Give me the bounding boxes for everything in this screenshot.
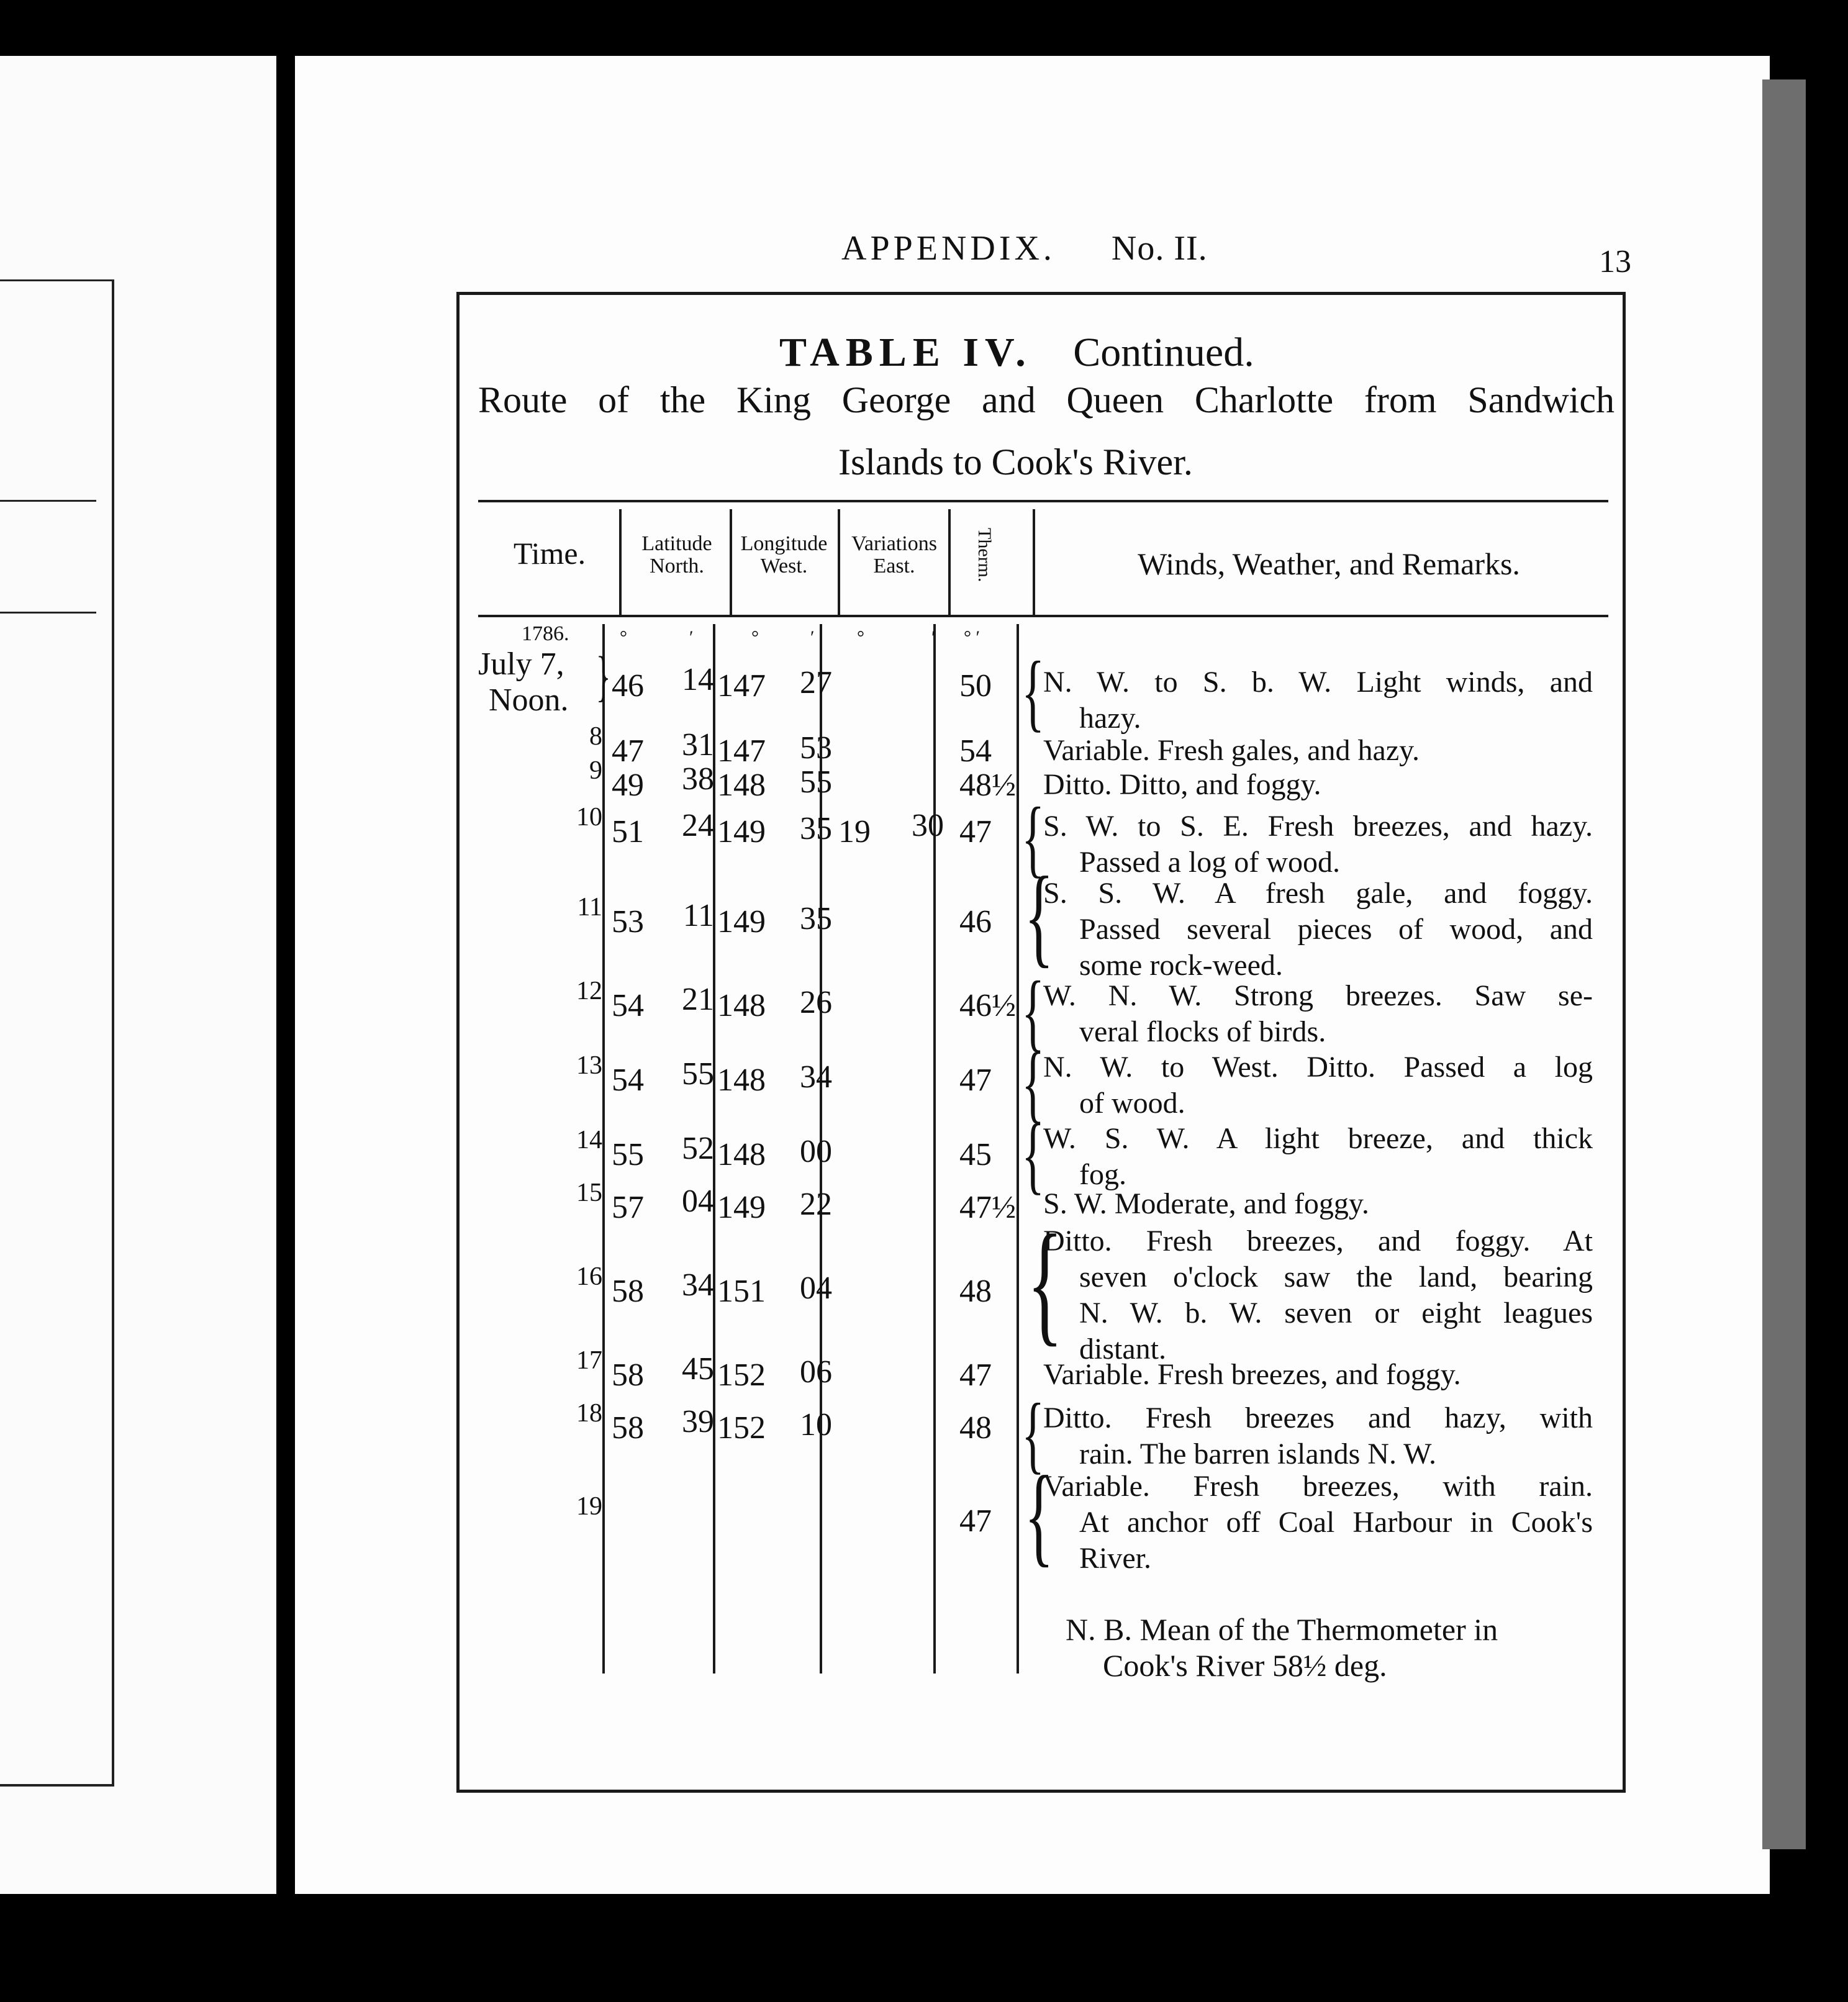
cell-lat-min: 11 bbox=[682, 898, 714, 933]
cell-day: 16 bbox=[576, 1262, 602, 1291]
cell-therm: 48 bbox=[959, 1410, 992, 1446]
column-rule bbox=[1033, 509, 1035, 615]
column-rule bbox=[730, 509, 732, 615]
remark-line: N. W. to West. Ditto. Passed a log bbox=[1043, 1051, 1593, 1084]
unit-lat-deg: ° bbox=[620, 627, 627, 648]
cell-lon-min: 53 bbox=[800, 730, 832, 766]
cell-lon-min: 34 bbox=[800, 1059, 832, 1095]
cell-lat-deg: 53 bbox=[612, 904, 644, 940]
cell-lat-min: 39 bbox=[682, 1404, 714, 1439]
cell-therm: 54 bbox=[959, 733, 992, 769]
cell-lon-min: 00 bbox=[800, 1134, 832, 1169]
cell-therm: 47½ bbox=[959, 1190, 1016, 1225]
cell-therm: 45 bbox=[959, 1137, 992, 1172]
cell-lat-min: 45 bbox=[682, 1351, 714, 1387]
cell-therm: 50 bbox=[959, 668, 992, 704]
column-rule bbox=[619, 509, 622, 615]
column-rule bbox=[602, 624, 605, 1674]
year: 1786. bbox=[522, 622, 569, 645]
cell-lat-min: 55 bbox=[682, 1056, 714, 1092]
cell-lat-deg: 58 bbox=[612, 1410, 644, 1446]
cell-lon-min: 27 bbox=[800, 665, 832, 700]
remark-line: N. W. b. W. seven or eight leagues bbox=[1079, 1297, 1593, 1329]
cell-lon-min: 10 bbox=[800, 1407, 832, 1443]
cell-lat-min: 52 bbox=[682, 1131, 714, 1166]
cell-therm: 47 bbox=[959, 1062, 992, 1098]
cell-lat-deg: 47 bbox=[612, 733, 644, 769]
cell-lat-deg: 58 bbox=[612, 1357, 644, 1393]
remark-line: of wood. bbox=[1079, 1087, 1185, 1120]
remark-line: Ditto. Fresh breezes, and foggy. At bbox=[1043, 1225, 1593, 1257]
cell-lon-min: 06 bbox=[800, 1354, 832, 1390]
note-line1: N. B. Mean of the Thermometer in bbox=[1066, 1612, 1498, 1647]
time-brace: } bbox=[596, 646, 611, 707]
cell-lon-min: 22 bbox=[800, 1187, 832, 1222]
remark bbox=[1043, 1186, 1593, 1222]
unit-lon-min: ′ bbox=[810, 627, 815, 648]
unit-therm: ° ′ bbox=[964, 627, 981, 648]
cell-lon-deg: 149 bbox=[717, 904, 766, 940]
cell-therm: 47 bbox=[959, 1503, 992, 1539]
cell-day: 13 bbox=[576, 1051, 602, 1080]
cell-lat-deg: 55 bbox=[612, 1137, 644, 1172]
column-rule bbox=[1017, 624, 1019, 1674]
header-remarks: Winds, Weather, and Remarks. bbox=[1138, 546, 1520, 581]
remark bbox=[1043, 1049, 1593, 1121]
remark-line: Passed a log of wood. bbox=[1079, 846, 1340, 879]
running-head-number: No. II. bbox=[1111, 229, 1208, 268]
cell-day: 14 bbox=[576, 1126, 602, 1154]
header-longitude: Longitude West. bbox=[740, 532, 828, 578]
remark-line: Variable. Fresh breezes, with rain. bbox=[1043, 1470, 1593, 1503]
running-head bbox=[841, 229, 1208, 268]
cell-therm: 46 bbox=[959, 904, 992, 940]
cell-lat-deg: 51 bbox=[612, 814, 644, 849]
cell-lon-min: 04 bbox=[800, 1270, 832, 1306]
cell-var-min: 30 bbox=[912, 808, 944, 843]
column-rule bbox=[933, 624, 936, 1674]
remark-line: N. W. to S. b. W. Light winds, and bbox=[1043, 666, 1593, 699]
header-latitude: Latitude North. bbox=[641, 532, 712, 578]
cell-lon-min: 35 bbox=[800, 901, 832, 936]
remark bbox=[1043, 664, 1593, 736]
remark-line: S. S. W. A fresh gale, and foggy. bbox=[1043, 877, 1593, 910]
cell-lat-deg: 46 bbox=[612, 668, 644, 704]
remark-line: S. W. Moderate, and foggy. bbox=[1043, 1187, 1369, 1220]
left-page-rule bbox=[0, 612, 96, 614]
note bbox=[1066, 1611, 1498, 1683]
unit-lat-min: ′ bbox=[689, 627, 694, 648]
cell-lon-deg: 149 bbox=[717, 1190, 766, 1225]
left-page-rule bbox=[0, 500, 96, 502]
cell-therm: 47 bbox=[959, 814, 992, 849]
cell-lat-min: 14 bbox=[682, 662, 714, 697]
remark-line: veral flocks of birds. bbox=[1079, 1015, 1326, 1048]
remark-brace: { bbox=[1021, 1035, 1045, 1131]
cell-lat-deg: 54 bbox=[612, 1062, 644, 1098]
cell-lon-deg: 151 bbox=[717, 1274, 766, 1309]
cell-lon-min: 35 bbox=[800, 811, 832, 846]
unit-var-min: ′ bbox=[931, 627, 936, 648]
remark-line: Ditto. Fresh breezes and hazy, with bbox=[1043, 1402, 1593, 1434]
cell-day: 17 bbox=[576, 1346, 602, 1375]
remark-line: W. S. W. A light breeze, and thick bbox=[1043, 1122, 1593, 1155]
remark bbox=[1043, 1469, 1593, 1577]
table-title-label: TABLE IV. bbox=[779, 330, 1032, 375]
cell-therm: 46½ bbox=[959, 988, 1016, 1023]
cell-day: 15 bbox=[576, 1179, 602, 1207]
remark-line: W. N. W. Strong breezes. Saw se- bbox=[1043, 979, 1593, 1012]
cell-lon-deg: 148 bbox=[717, 988, 766, 1023]
cell-lat-deg: 58 bbox=[612, 1274, 644, 1309]
remark-line: At anchor off Coal Harbour in Cook's bbox=[1079, 1506, 1593, 1539]
unit-var-deg: ° bbox=[857, 627, 864, 648]
cell-therm: 47 bbox=[959, 1357, 992, 1393]
cell-day: 11 bbox=[577, 893, 602, 922]
remark-brace: { bbox=[1021, 964, 1045, 1060]
unit-lon-deg: ° bbox=[751, 627, 759, 648]
remark-line: S. W. to S. E. Fresh breezes, and hazy. bbox=[1043, 810, 1593, 843]
cell-lon-deg: 148 bbox=[717, 1137, 766, 1172]
cell-day: 9 bbox=[589, 756, 602, 785]
cell-lat-min: 38 bbox=[682, 761, 714, 797]
cell-therm: 48 bbox=[959, 1274, 992, 1309]
cell-day: 12 bbox=[576, 977, 602, 1005]
cell-lat-min: 24 bbox=[682, 808, 714, 843]
table-continued: Continued. bbox=[1073, 330, 1254, 375]
cell-lon-deg: 152 bbox=[717, 1410, 766, 1446]
cell-lat-min: 21 bbox=[682, 982, 714, 1017]
cell-day: 10 bbox=[576, 803, 602, 831]
header-top-rule bbox=[478, 500, 1608, 502]
header-variations: Variations East. bbox=[851, 532, 937, 578]
cell-lat-deg: 54 bbox=[612, 988, 644, 1023]
cell-lat-deg: 57 bbox=[612, 1190, 644, 1225]
remark-line: some rock-weed. bbox=[1079, 949, 1283, 982]
cell-therm: 48½ bbox=[959, 768, 1016, 803]
remark-line: rain. The barren islands N. W. bbox=[1079, 1438, 1436, 1470]
running-head-title: APPENDIX. bbox=[841, 229, 1056, 268]
cell-lon-deg: 148 bbox=[717, 1062, 766, 1098]
remark-line: Variable. Fresh gales, and hazy. bbox=[1043, 734, 1420, 767]
time-first-line2: Noon. bbox=[489, 682, 569, 718]
header-bottom-rule bbox=[478, 615, 1608, 617]
note-line2: Cook's River 58½ deg. bbox=[1103, 1648, 1387, 1683]
remark bbox=[1043, 1223, 1593, 1367]
header-time: Time. bbox=[513, 536, 586, 571]
remark bbox=[1043, 1357, 1593, 1393]
cell-lat-min: 31 bbox=[682, 727, 714, 763]
remark bbox=[1043, 1121, 1593, 1193]
cell-var-deg: 19 bbox=[838, 814, 871, 849]
column-rule bbox=[948, 509, 951, 615]
cell-lon-deg: 147 bbox=[717, 733, 766, 769]
remark-line: seven o'clock saw the land, bearing bbox=[1079, 1261, 1593, 1293]
cell-day: 18 bbox=[576, 1399, 602, 1428]
cell-lat-min: 04 bbox=[682, 1184, 714, 1219]
cell-lon-deg: 148 bbox=[717, 768, 766, 803]
remark-line: Variable. Fresh breezes, and foggy. bbox=[1043, 1358, 1461, 1391]
remark bbox=[1043, 1400, 1593, 1472]
table-subtitle-line1: Route of the King George and Queen Charlotte from Sandwich bbox=[478, 379, 1615, 420]
remark bbox=[1043, 978, 1593, 1050]
cell-lon-deg: 152 bbox=[717, 1357, 766, 1393]
remark-line: fog. bbox=[1079, 1158, 1126, 1191]
remark-line: hazy. bbox=[1079, 702, 1141, 735]
header-therm: Therm. bbox=[974, 528, 995, 582]
time-first-line1: July 7, bbox=[478, 646, 564, 682]
cell-day: 8 bbox=[589, 722, 602, 751]
table-subtitle-line2: Islands to Cook's River. bbox=[838, 442, 1193, 482]
remark-line: distant. bbox=[1079, 1333, 1166, 1366]
cell-lon-min: 55 bbox=[800, 764, 832, 800]
remark-line: River. bbox=[1079, 1542, 1151, 1575]
remark bbox=[1043, 767, 1593, 803]
column-rule bbox=[838, 509, 840, 615]
cell-lat-deg: 49 bbox=[612, 768, 644, 803]
left-page-table-frame bbox=[0, 279, 114, 1787]
remark-brace: { bbox=[1026, 1207, 1063, 1358]
remark-brace: { bbox=[1021, 1107, 1045, 1203]
page-number: 13 bbox=[1599, 244, 1631, 279]
remark bbox=[1043, 733, 1593, 769]
remark-brace: { bbox=[1021, 1386, 1045, 1482]
table-title bbox=[779, 329, 1254, 376]
remark bbox=[1043, 808, 1593, 881]
remark-brace: { bbox=[1021, 790, 1045, 886]
remark-brace: { bbox=[1021, 644, 1045, 740]
remark-line: Ditto. Ditto, and foggy. bbox=[1043, 768, 1321, 801]
cell-lon-min: 26 bbox=[800, 985, 832, 1020]
remark-brace: { bbox=[1024, 1453, 1054, 1577]
remark bbox=[1043, 876, 1593, 984]
cell-lat-min: 34 bbox=[682, 1267, 714, 1303]
cell-lon-deg: 149 bbox=[717, 814, 766, 849]
cell-day: 19 bbox=[576, 1492, 602, 1521]
remark-brace: { bbox=[1024, 854, 1054, 977]
remark-line: Passed several pieces of wood, and bbox=[1079, 913, 1593, 946]
cell-lon-deg: 147 bbox=[717, 668, 766, 704]
page-edge bbox=[1762, 79, 1806, 1849]
